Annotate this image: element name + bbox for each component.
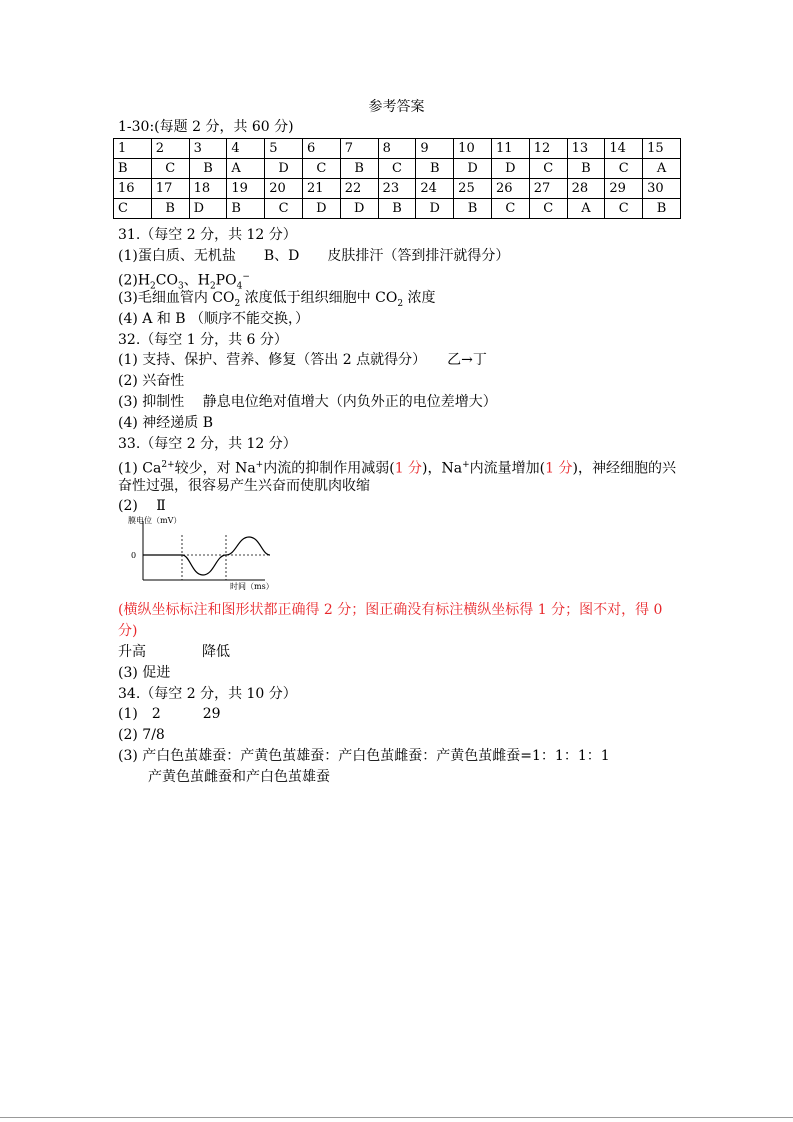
question-number-cell: 10 <box>454 139 492 159</box>
question-number-cell: 5 <box>265 139 303 159</box>
answer-cell: A <box>227 159 265 179</box>
question-number-cell: 8 <box>378 139 416 159</box>
page-bottom-rule <box>0 1117 793 1118</box>
question-number-cell: 11 <box>491 139 529 159</box>
answer-row-answers-2 <box>114 199 681 219</box>
question-number-cell: 4 <box>227 139 265 159</box>
answer-cell: D <box>416 199 454 219</box>
q31-line4: (4) A 和 B （顺序不能交换，） <box>118 311 310 327</box>
question-number-cell: 26 <box>491 179 529 199</box>
answer-cell: B <box>454 199 492 219</box>
q33-line4: 升高 降低 <box>118 644 230 660</box>
answer-row-numbers-1 <box>114 139 681 159</box>
q32-line3: (3) 抑制性 静息电位绝对值增大（内负外正的电位差增大） <box>118 394 497 410</box>
membrane-potential-graph <box>120 513 290 593</box>
answer-row-numbers-2 <box>114 179 681 199</box>
question-number-cell: 30 <box>643 179 681 199</box>
question-number-cell: 3 <box>189 139 227 159</box>
q32-header: 32.（每空 1 分，共 6 分） <box>118 332 288 348</box>
graph-y-axis-label: 膜电位（mV） <box>128 516 182 525</box>
q32-line4: (4) 神经递质 B <box>118 415 214 431</box>
question-number-cell: 14 <box>605 139 643 159</box>
question-number-cell: 12 <box>529 139 567 159</box>
answer-cell: D <box>265 159 303 179</box>
q34-line1: (1) 2 29 <box>118 706 221 722</box>
question-number-cell: 15 <box>643 139 681 159</box>
answer-cell: B <box>114 159 152 179</box>
question-number-cell: 6 <box>302 139 340 159</box>
q33-line3: (2) Ⅱ <box>118 498 166 514</box>
answer-cell: D <box>302 199 340 219</box>
q31-line3: (3)毛细血管内 $CO_2$ 浓度低于组织细胞中 $CO_2$ 浓度 <box>118 290 436 309</box>
question-number-cell: 9 <box>416 139 454 159</box>
answer-cell: B <box>567 159 605 179</box>
q34-line4: 产黄色茧雌蚕和产白色茧雄蚕 <box>148 769 330 785</box>
section1-header: 1-30:(每题 2 分，共 60 分) <box>118 119 294 135</box>
q34-line2: (2) 7/8 <box>118 727 165 743</box>
question-number-cell: 27 <box>529 179 567 199</box>
q31-line2: $(2)H_2CO_3$、$H_2PO_4^-$ <box>118 272 250 292</box>
graph-zero-label: 0 <box>131 551 137 560</box>
question-number-cell: 19 <box>227 179 265 199</box>
graph-x-axis-label: 时间（ms） <box>230 582 274 591</box>
answer-cell: C <box>151 159 189 179</box>
graph-curve <box>143 537 270 575</box>
question-number-cell: 21 <box>302 179 340 199</box>
question-number-cell: 25 <box>454 179 492 199</box>
question-number-cell: 29 <box>605 179 643 199</box>
q33-line2: 奋性过强，很容易产生兴奋而使肌肉收缩 <box>118 478 370 494</box>
answer-cell: C <box>491 199 529 219</box>
question-number-cell: 18 <box>189 179 227 199</box>
q32-line1: (1) 支持、保护、营养、修复（答出 2 点就得分） 乙→丁 <box>118 352 487 368</box>
q34-header: 34.（每空 2 分，共 10 分） <box>118 686 297 702</box>
answer-cell: D <box>340 199 378 219</box>
q33-line5: (3) 促进 <box>118 665 171 681</box>
answer-cell: A <box>567 199 605 219</box>
answer-cell: A <box>643 159 681 179</box>
answer-cell: C <box>529 199 567 219</box>
question-number-cell: 16 <box>114 179 152 199</box>
q33-line1: (1) $Ca^{2+}$较少，对 Na+内流的抑制作用减弱(1 分)，Na+内流量增加(1 分)，神经细胞的兴 <box>118 460 676 477</box>
answer-table <box>113 138 681 219</box>
answer-cell: C <box>114 199 152 219</box>
question-number-cell: 2 <box>151 139 189 159</box>
answer-cell: B <box>416 159 454 179</box>
question-number-cell: 7 <box>340 139 378 159</box>
answer-cell: C <box>378 159 416 179</box>
answer-cell: D <box>189 199 227 219</box>
answer-cell: D <box>491 159 529 179</box>
answer-cell: B <box>189 159 227 179</box>
answer-cell: B <box>227 199 265 219</box>
answer-cell: D <box>454 159 492 179</box>
answer-cell: C <box>302 159 340 179</box>
q31-line1: (1)蛋白质、无机盐 B、D 皮肤排汗（答到排汗就得分） <box>118 248 510 264</box>
page-title: 参考答案 <box>368 99 425 115</box>
answer-cell: B <box>643 199 681 219</box>
q33-header: 33.（每空 2 分，共 12 分） <box>118 436 297 452</box>
answer-cell: B <box>378 199 416 219</box>
question-number-cell: 24 <box>416 179 454 199</box>
answer-cell: C <box>605 159 643 179</box>
q31-header: 31.（每空 2 分，共 12 分） <box>118 227 297 243</box>
question-number-cell: 17 <box>151 179 189 199</box>
question-number-cell: 13 <box>567 139 605 159</box>
q32-line2: (2) 兴奋性 <box>118 373 185 389</box>
q33-scoring-note-1: (横纵坐标标注和图形状都正确得 2 分；图正确没有标注横纵坐标得 1 分；图不对，得 0 <box>118 602 663 618</box>
question-number-cell: 28 <box>567 179 605 199</box>
answer-row-answers-1 <box>114 159 681 179</box>
question-number-cell: 22 <box>340 179 378 199</box>
answer-cell: C <box>529 159 567 179</box>
question-number-cell: 1 <box>114 139 152 159</box>
answer-cell: B <box>340 159 378 179</box>
answer-cell: C <box>265 199 303 219</box>
answer-cell: C <box>605 199 643 219</box>
q33-scoring-note-2: 分) <box>118 623 138 639</box>
question-number-cell: 23 <box>378 179 416 199</box>
q34-line3: (3) 产白色茧雄蚕：产黄色茧雄蚕：产白色茧雌蚕：产黄色茧雌蚕=1：1：1：1 <box>118 748 610 764</box>
answer-cell: B <box>151 199 189 219</box>
question-number-cell: 20 <box>265 179 303 199</box>
